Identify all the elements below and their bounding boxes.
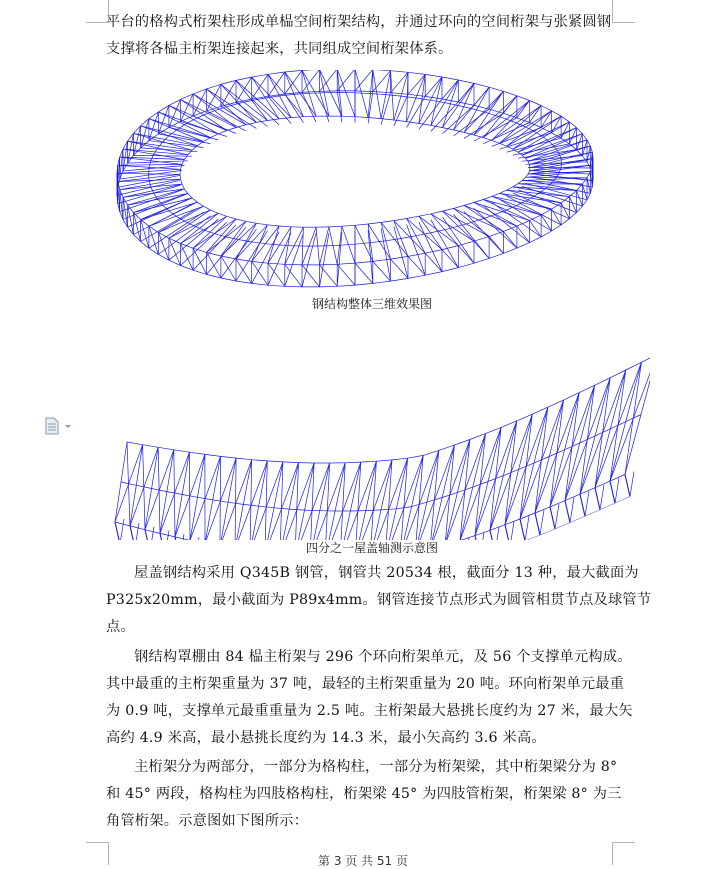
para-2-line-2: 其中最重的主桁架重量为 37 吨，最轻的主桁架重量为 20 吨。环向桁架单元最重 <box>106 671 612 699</box>
figure-2-caption: 四分之一屋盖轴测示意图 <box>106 539 638 556</box>
quarter-roof-figure <box>100 315 650 540</box>
para-3-line-3: 角管桁架。示意图如下图所示： <box>106 808 612 836</box>
para-2-line-4: 高约 4.9 米高，最小悬挑长度约为 14.3 米，最小矢高约 3.6 米高。 <box>106 725 612 753</box>
para-1-line-1: 屋盖钢结构采用 Q345B 钢管，钢管共 20534 根，截面分 13 种，最大截面为 <box>106 560 612 588</box>
para-3-line-2: 和 45° 两段，格构柱为四肢格构柱，桁架梁 45° 为四肢管桁架，桁架梁 8° 为三 <box>106 781 612 809</box>
para-2-line-1: 钢结构罩棚由 84 榀主桁架与 296 个环向桁架单元，及 56 个支撑单元构成。 <box>106 644 612 672</box>
page-footer: 第 3 页 共 51 页 <box>318 852 408 869</box>
intro-line-2: 支撑将各榀主桁架连接起来，共同组成空间桁架体系。 <box>106 36 612 64</box>
figure-1-caption: 钢结构整体三维效果图 <box>106 295 638 312</box>
page-corner-mark-bottom-left <box>86 842 109 865</box>
para-2-line-3: 为 0.9 吨，支撑单元最重重量为 2.5 吨。主桁架最大悬挑长度约为 27 米，最大矢 <box>106 698 612 726</box>
document-icon[interactable] <box>43 417 73 435</box>
page-corner-mark-top-right <box>612 0 635 23</box>
para-3-line-1: 主桁架分为两部分，一部分为格构柱，一部分为桁架梁，其中桁架梁分为 8° <box>106 754 612 782</box>
intro-line-1: 平台的格构式桁架柱形成单榀空间桁架结构，并通过环向的空间桁架与张紧圆钢 <box>106 9 612 37</box>
page-corner-mark-bottom-right <box>612 842 635 865</box>
para-1-line-3: 点。 <box>106 614 612 642</box>
para-1-line-2: P325x20mm，最小截面为 P89x4mm。钢管连接节点形式为圆管相贯节点及球管节 <box>106 587 612 615</box>
stadium-3d-figure <box>110 70 600 290</box>
